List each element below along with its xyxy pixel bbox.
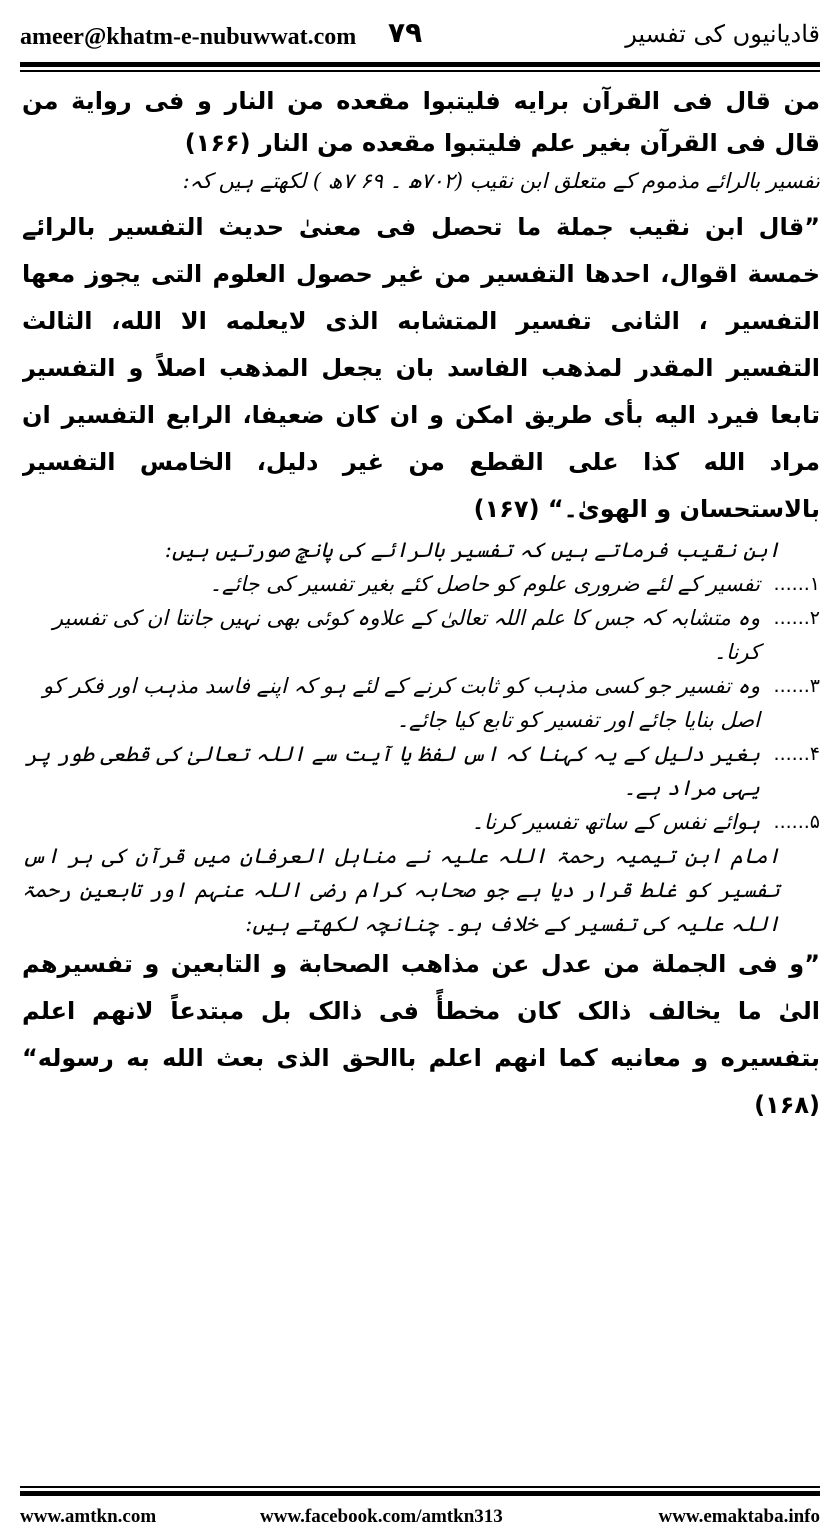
page-header xyxy=(20,14,820,60)
footer-link-amtkn[interactable]: www.amtkn.com xyxy=(20,1506,157,1527)
footer-rule-thick xyxy=(20,1491,820,1496)
list-item-text: ہوائے نفس کے ساتھ تفسیر کرنا۔ xyxy=(471,810,760,834)
list-item xyxy=(22,601,820,669)
arabic-quote-ibn-taymiyya: ”و فی الجملة من عدل عن مذاهب الصحابة و التابعین و تفسیرهم الیٰ ما یخالف ذالک کان مخطأً فی ذالک بل مبتدعاً لانهم اعلم بتفسیره و معانیه کما انهم اعلم باالحق الذی بعث الله به رسوله“ (۱۶۸) xyxy=(22,950,820,1119)
list-item xyxy=(22,669,820,737)
urdu-summary: ابن نقیب فرماتے ہیں کہ تفسیر بالرائے کی پانچ صورتیں ہیں: xyxy=(164,538,780,562)
page-number: ۷۹ xyxy=(388,16,423,49)
list-item-text: بغیر دلیل کے یہ کہنا کہ اس لفظ یا آیت سے اللہ تعالیٰ کی قطعی طور پر یہی مراد ہے۔ xyxy=(25,742,760,800)
list-item-text: وہ تفسیر جو کسی مذہب کو ثابت کرنے کے لئے ہو کہ اپنے فاسد مذہب اور فکر کو اصل بنایا جائے اور تفسیر کو تابع کیا جائے۔ xyxy=(42,674,760,732)
page-body xyxy=(22,80,820,1480)
urdu-intro: تفسیر بالرائے مذموم کے متعلق ابن نقیب (۷۰۲ھ ۔ ۶۹ ۷ھ ) لکھتے ہیں کہ: xyxy=(182,169,820,193)
header-rule-thick xyxy=(20,62,820,67)
page-footer xyxy=(20,1500,820,1534)
list-item-number: ۵...... xyxy=(773,811,820,833)
list-item-text: تفسیر کے لئے ضروری علوم کو حاصل کئے بغیر تفسیر کی جائے۔ xyxy=(209,572,760,596)
book-title: قادیانیوں کی تفسیر xyxy=(625,20,820,48)
footer-link-facebook[interactable]: www.facebook.com/amtkn313 xyxy=(260,1506,503,1527)
header-email: ameer@khatm-e-nubuwwat.com xyxy=(20,24,357,50)
list-item xyxy=(22,737,820,805)
list-item-number: ۴...... xyxy=(773,743,820,765)
five-forms-list xyxy=(22,567,820,839)
footer-rule-thin xyxy=(20,1486,820,1488)
list-item-number: ۲...... xyxy=(773,607,820,629)
list-item-text: وہ متشابہ کہ جس کا علم اللہ تعالیٰ کے علاوہ کوئی بھی نہیں جانتا ان کی تفسیر کرنا۔ xyxy=(52,606,760,664)
list-item xyxy=(22,567,820,601)
arabic-quote-ibn-naqib: ”قال ابن نقیب جملة ما تحصل فی معنیٰ حدیث التفسیر بالرائے خمسة اقوال، احدها التفسیر من غیر حصول العلوم التی یجوز معها التفسیر ، الثانی تفسیر المتشابه الذی لایعلمه الا الله، الثالث التفسیر المقدر لمذهب الفاسد بان یجعل المذهب اصلاً و التفسیر تابعا فیرد الیه بأی طریق امکن و ان کان ضعیفا، الرابع التفسیر ان مراد الله کذا علی القطع من غیر دلیل، الخامس التفسیر بالاستحسان و الهویٰ۔“ (۱۶۷) xyxy=(22,213,820,523)
urdu-ibn-taymiyya: امام ابن تیمیہ رحمۃ اللہ علیہ نے مناہل العرفان میں قرآن کی ہر اس تفسیر کو غلط قرار دیا ہے جو صحابہ کرام رضی اللہ عنہم اور تابعین رحمۃ اللہ علیہ کی تفسیر کے خلاف ہو۔ چنانچہ لکھتے ہیں: xyxy=(22,844,780,936)
hadith-text: من قال فی القرآن برایه فلیتبوا مقعده من النار و فی روایة من قال فی القرآن بغیر علم فلیتبوا مقعده من النار (۱۶۶) xyxy=(22,87,820,157)
list-item-number: ۱...... xyxy=(773,573,820,595)
footer-link-emaktaba[interactable]: www.emaktaba.info xyxy=(658,1506,820,1527)
list-item-number: ۳...... xyxy=(773,675,820,697)
list-item xyxy=(22,805,820,839)
header-rule-thin xyxy=(20,70,820,72)
